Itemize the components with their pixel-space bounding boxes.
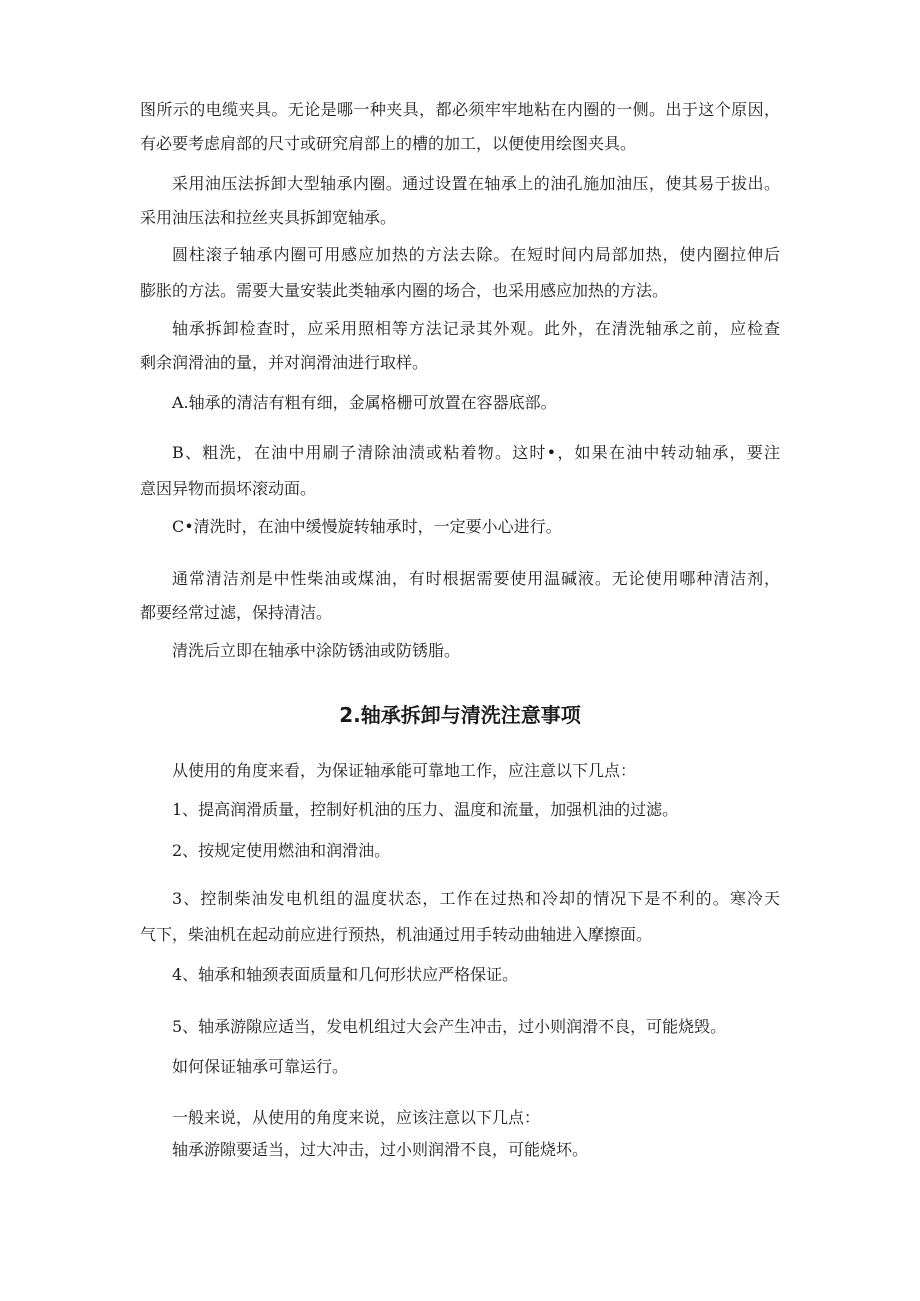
paragraph-line: 膨胀的方法。需要大量安装此类轴承内圈的场合，也采用感应加热的方法。	[140, 281, 669, 300]
paragraph-line: 一般来说，从使用的角度来说，应该注意以下几点：	[172, 1108, 541, 1127]
paragraph-line: 清洗后立即在轴承中涂防锈油或防锈脂。	[172, 641, 461, 660]
list-item: 气下，柴油机在起动前应进行预热，机油通过用手转动曲轴进入摩擦面。	[140, 925, 653, 944]
paragraph-line: 意因异物而损坏滚动面。	[140, 479, 317, 498]
paragraph-line: 有必要考虑肩部的尺寸或研究肩部上的槽的加工，以便使用绘图夹具。	[140, 134, 637, 153]
paragraph-line: 采用油压法和拉丝夹具拆卸宽轴承。	[140, 208, 397, 227]
list-item: 5、轴承游隙应适当，发电机组过大会产生冲击，过小则润滑不良，可能烧毁。	[172, 1017, 727, 1036]
paragraph-line: C•清洗时，在油中缓慢旋转轴承时，一定要小心进行。	[172, 517, 562, 536]
list-item: 1、提高润滑质量，控制好机油的压力、温度和流量，加强机油的过滤。	[172, 800, 679, 819]
list-item: 3、控制柴油发电机组的温度状态，工作在过热和冷却的情况下是不利的。寒冷天	[172, 889, 780, 908]
paragraph-line: 如何保证轴承可靠运行。	[172, 1057, 349, 1076]
list-item: 4、轴承和轴颈表面质量和几何形状应严格保证。	[172, 965, 519, 984]
section-heading: 2.轴承拆卸与清洗注意事项	[339, 703, 581, 727]
paragraph-line: 剩余润滑油的量，并对润滑油进行取样。	[140, 353, 429, 372]
list-item: 2、按规定使用燃油和润滑油。	[172, 841, 391, 860]
paragraph-line: 轴承拆卸检查时，应采用照相等方法记录其外观。此外，在清洗轴承之前，应检查	[172, 319, 780, 338]
paragraph-line: 采用油压法拆卸大型轴承内圈。通过设置在轴承上的油孔施加油压，使其易于拔出。	[172, 174, 780, 193]
paragraph-line: 从使用的角度来看，为保证轴承能可靠地工作，应注意以下几点：	[172, 761, 637, 780]
paragraph-line: 图所示的电缆夹具。无论是哪一种夹具，都必须牢牢地粘在内圈的一侧。出于这个原因，	[140, 100, 780, 119]
paragraph-line: A.轴承的清洁有粗有细，金属格栅可放置在容器底部。	[172, 393, 557, 412]
paragraph-line: 轴承游隙要适当，过大冲击，过小则润滑不良，可能烧坏。	[172, 1140, 589, 1159]
paragraph-line: 都要经常过滤，保持清洁。	[140, 603, 333, 622]
paragraph-line: 通常清洁剂是中性柴油或煤油，有时根据需要使用温碱液。无论使用哪种清洁剂，	[172, 569, 780, 588]
paragraph-line: B、粗洗，在油中用刷子清除油渍或粘着物。这时•，如果在油中转动轴承，要注	[172, 443, 780, 462]
paragraph-line: 圆柱滚子轴承内圈可用感应加热的方法去除。在短时间内局部加热，使内圈拉伸后	[172, 245, 780, 264]
